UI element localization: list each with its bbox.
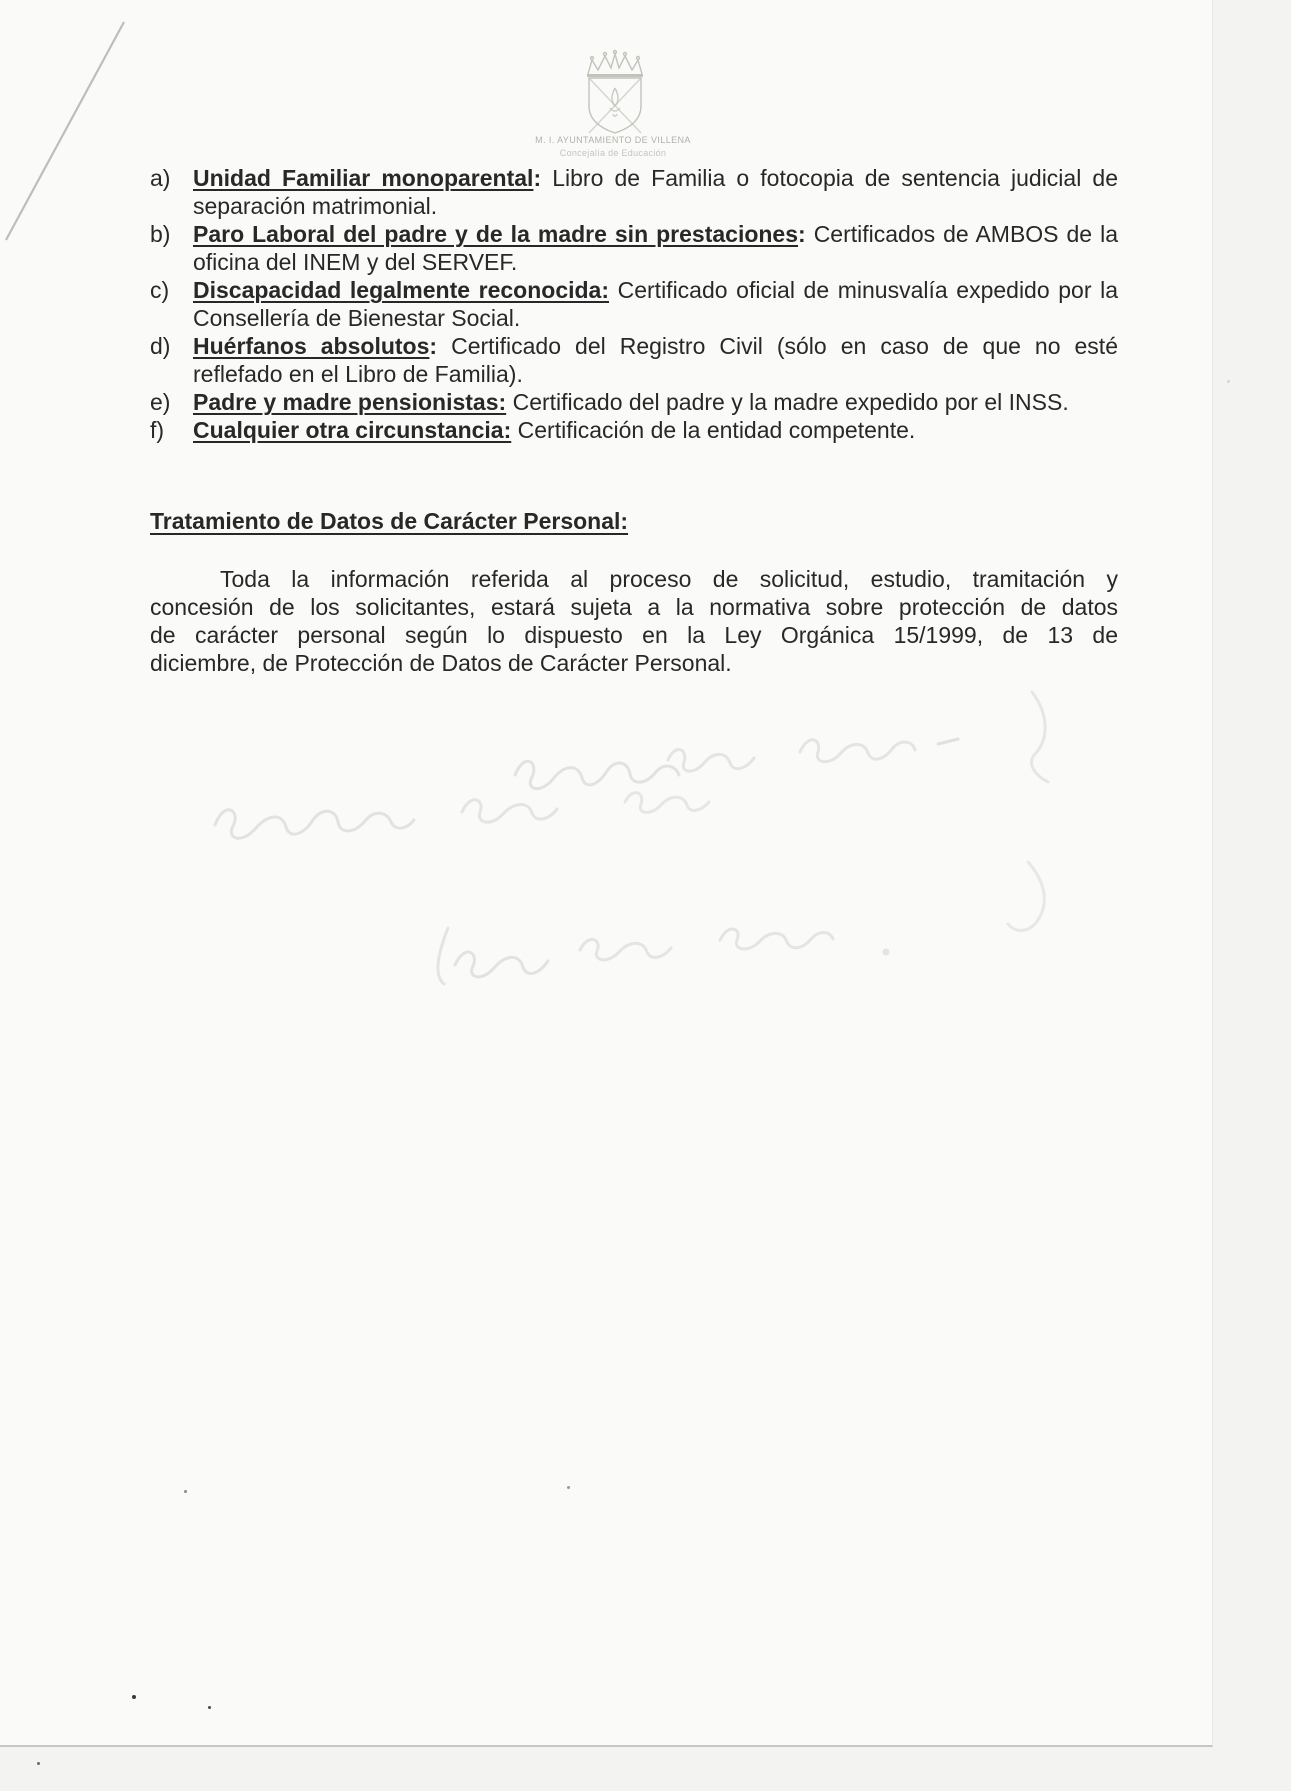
item-label: b) bbox=[150, 221, 171, 247]
item-text: Certificados de AMBOS de la oficina del INEM y del SERVEF. bbox=[193, 221, 1118, 275]
item-body bbox=[193, 416, 1118, 444]
item-label: f) bbox=[150, 417, 165, 443]
item-text: Certificado del Registro Civil (sólo en caso de que no esté reflefado en el Libro de Familia). bbox=[193, 333, 1118, 387]
item-colon: : bbox=[429, 333, 438, 359]
item-colon: : bbox=[533, 165, 542, 191]
item-label: e) bbox=[150, 389, 171, 415]
item-colon: : bbox=[798, 221, 806, 247]
org-name-line: M. I. AYUNTAMIENTO DE VILLENA bbox=[535, 135, 691, 145]
item-body bbox=[193, 332, 1118, 388]
scan-speck bbox=[208, 1706, 211, 1709]
item-title: Cualquier otra circunstancia: bbox=[193, 417, 512, 443]
list-item-f bbox=[150, 416, 1118, 444]
item-label: d) bbox=[150, 333, 171, 359]
item-body bbox=[193, 220, 1118, 276]
item-title: Paro Laboral del padre y de la madre sin prestaciones bbox=[193, 221, 799, 247]
paragraph-line: de carácter personal según lo dispuesto en la Ley Orgánica 15/1999, de 13 de bbox=[150, 622, 1118, 648]
list-item-d bbox=[150, 332, 1118, 388]
villena-coat-of-arms-icon bbox=[558, 48, 672, 140]
item-title: Discapacidad legalmente reconocida: bbox=[193, 277, 610, 303]
item-title: Unidad Familiar monoparental bbox=[193, 165, 534, 191]
scan-speck bbox=[567, 1486, 570, 1489]
item-body bbox=[193, 276, 1118, 332]
list-item-c bbox=[150, 276, 1118, 332]
item-text: Certificado oficial de minusvalía expedido por la Consellería de Bienestar Social. bbox=[193, 277, 1118, 331]
item-title: Padre y madre pensionistas: bbox=[193, 389, 507, 415]
requirements-list bbox=[150, 164, 1118, 444]
item-text: Certificación de la entidad competente. bbox=[511, 417, 916, 443]
item-body bbox=[193, 164, 1118, 220]
scan-speck bbox=[1227, 380, 1230, 383]
item-text: Libro de Familia o fotocopia de sentencia judicial de separación matrimonial. bbox=[193, 165, 1119, 219]
section-heading: Tratamiento de Datos de Carácter Personal: bbox=[150, 508, 629, 534]
item-title: Huérfanos absolutos bbox=[193, 333, 430, 359]
data-protection-paragraph bbox=[150, 565, 1118, 677]
scan-speck bbox=[132, 1695, 136, 1699]
list-item-e bbox=[150, 388, 1118, 416]
item-label: a) bbox=[150, 165, 171, 191]
list-item-a bbox=[150, 164, 1118, 220]
paragraph-line: concesión de los solicitantes, estará sujeta a la normativa sobre protección de datos bbox=[150, 594, 1118, 620]
org-department-line: Concejalía de Educación bbox=[559, 148, 667, 158]
paragraph-line: Toda la información referida al proceso de solicitud, estudio, tramitación y bbox=[220, 566, 1118, 592]
item-text: Certificado del padre y la madre expedido por el INSS. bbox=[506, 389, 1069, 415]
scan-speck bbox=[184, 1490, 187, 1493]
paragraph-line: diciembre, de Protección de Datos de Carácter Personal. bbox=[150, 650, 732, 676]
list-item-b bbox=[150, 220, 1118, 276]
item-body bbox=[193, 388, 1118, 416]
scan-speck bbox=[37, 1762, 40, 1765]
item-label: c) bbox=[150, 277, 170, 303]
